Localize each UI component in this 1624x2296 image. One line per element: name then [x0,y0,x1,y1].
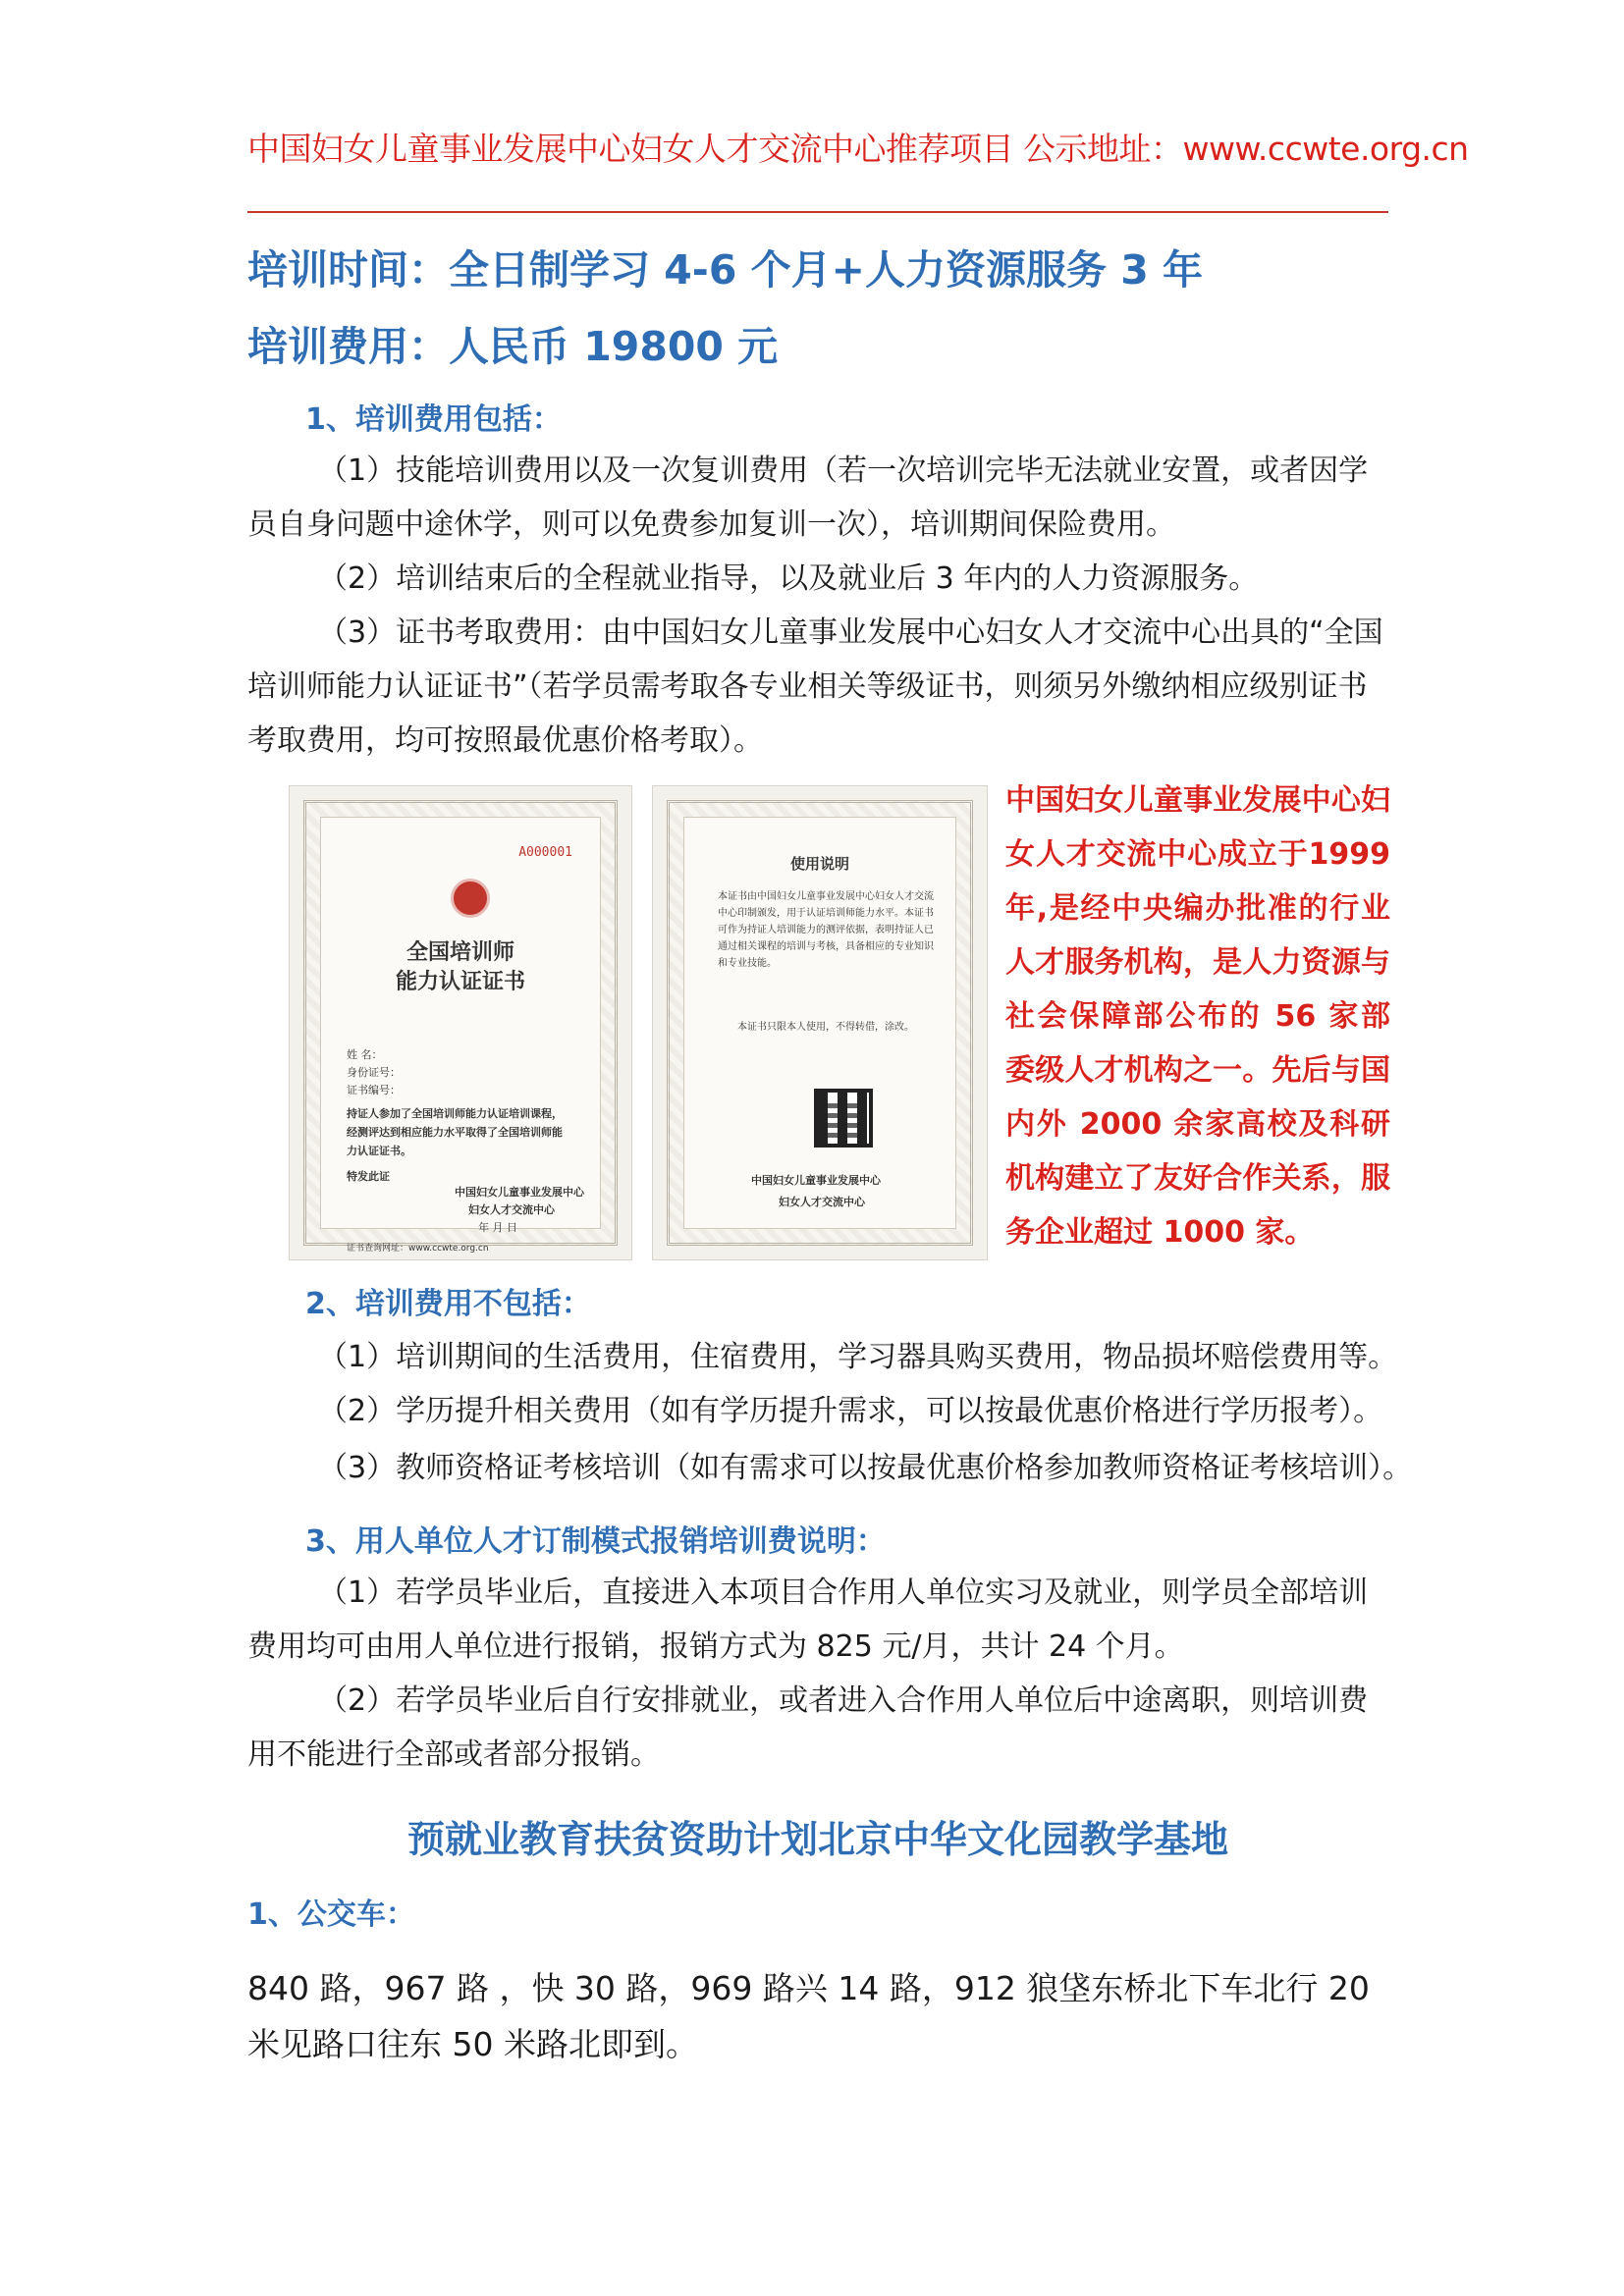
bus-routes: 840 路，967 路 ，快 30 路，969 路兴 14 路，912 狼垡东桥北下车北行 20 米见路口往东 50 米路北即到。 [247,1969,1370,2063]
certificate-footer: 证书查询网址：www.ccwte.org.cn [347,1244,489,1254]
section1-title: 1、培训费用包括： [305,402,562,437]
qr-code-icon [814,1089,873,1148]
field-name: 姓 名： [347,1048,383,1061]
certificate-body: 持证人参加了全国培训师能力认证培训课程，经测评达到相应能力水平取得了全国培训师能力认证证书。 [347,1107,563,1157]
teaching-base-heading: 预就业教育扶贫资助计划北京中华文化园教学基地 [406,1818,1228,1861]
section2-item-1: （1）培训期间的生活费用，住宿费用，学习器具购买费用，物品损坏赔偿费用等。 [318,1340,1398,1374]
certificate-back-note: 本证书只限本人使用，不得转借，涂改。 [737,1022,914,1033]
section1-item-3: （3）证书考取费用：由中国妇女儿童事业发展中心妇女人才交流中心出具的“全国培训师能力认证证书”（若学员需考取各专业相关等级证书，则须另外缴纳相应级别证书考取费用，均可按照最优惠价格考取）。 [247,615,1383,758]
training-time-heading: 培训时间：全日制学习 4-6 个月+人力资源服务 3 年 [247,246,1204,294]
certificate-title-2: 能力认证证书 [395,970,525,994]
section2-title: 2、培训费用不包括： [305,1287,591,1321]
header-divider [247,211,1388,213]
bus-title: 1、公交车： [247,1897,415,1932]
certificate-back-body: 本证书由中国妇女儿童事业发展中心妇女人才交流中心印制颁发，用于认证培训师能力水平。本证书可作为持证人培训能力的测评依据，表明持证人已通过相关课程的培训与考核，具备相应的专业知识和专业技能。 [718,891,934,969]
field-cert: 证书编号： [347,1084,401,1096]
certificate-org-2: 妇女人才交流中心 [468,1203,555,1216]
certificate-back-org-2: 妇女人才交流中心 [779,1196,865,1208]
field-id: 身份证号： [347,1066,401,1079]
certificate-special: 特发此证 [347,1170,390,1183]
section3-item-1: （1）若学员毕业后，直接进入本项目合作用人单位实习及就业，则学员全部培训费用均可由用人单位进行报销，报销方式为 825 元/月，共计 24 个月。 [247,1575,1369,1664]
certificate-org-1: 中国妇女儿童事业发展中心 [455,1186,584,1199]
section3-title: 3、用人单位人才订制模式报销培训费说明： [305,1524,886,1559]
certificate-back-org-1: 中国妇女儿童事业发展中心 [751,1174,881,1187]
certificate-front-image [289,785,632,1260]
organization-intro: 中国妇女儿童事业发展中心妇女人才交流中心成立于1999 年,是经中央编办批准的行业人才服务机构，是人力资源与社会保障部公布的 56 家部委级人才机构之一。先后与国内外 2000 余家高校及科研机构建立了友好合作关系，服务企业超过 1000 家。 [1005,783,1390,1250]
certificate-serial: A000001 [518,845,572,860]
training-fee-heading: 培训费用：人民币 19800 元 [247,323,779,370]
certificate-date: 年 月 日 [478,1221,517,1234]
emblem-icon [451,879,490,918]
section3-item-2: （2）若学员毕业后自行安排就业，或者进入合作用人单位后中途离职，则培训费用不能进行全部或者部分报销。 [247,1683,1369,1772]
section2-item-2: （2）学历提升相关费用（如有学历提升需求，可以按最优惠价格进行学历报考）。 [318,1394,1383,1428]
page-header: 中国妇女儿童事业发展中心妇女人才交流中心推荐项目 公示地址：www.ccwte.org.cn [247,130,1469,168]
certificate-title-1: 全国培训师 [406,940,514,965]
section2-item-3: （3）教师资格证考核培训（如有需求可以按最优惠价格参加教师资格证考核培训）。 [318,1451,1413,1485]
section1-item-2: （2）培训结束后的全程就业指导，以及就业后 3 年内的人力资源服务。 [318,561,1259,596]
section1-item-1: （1）技能培训费用以及一次复训费用（若一次培训完毕无法就业安置，或者因学员自身问题中途休学，则可以免费参加复训一次），培训期间保险费用。 [247,454,1369,542]
certificate-back-title: 使用说明 [789,855,849,873]
certificate-back-image [652,785,988,1260]
